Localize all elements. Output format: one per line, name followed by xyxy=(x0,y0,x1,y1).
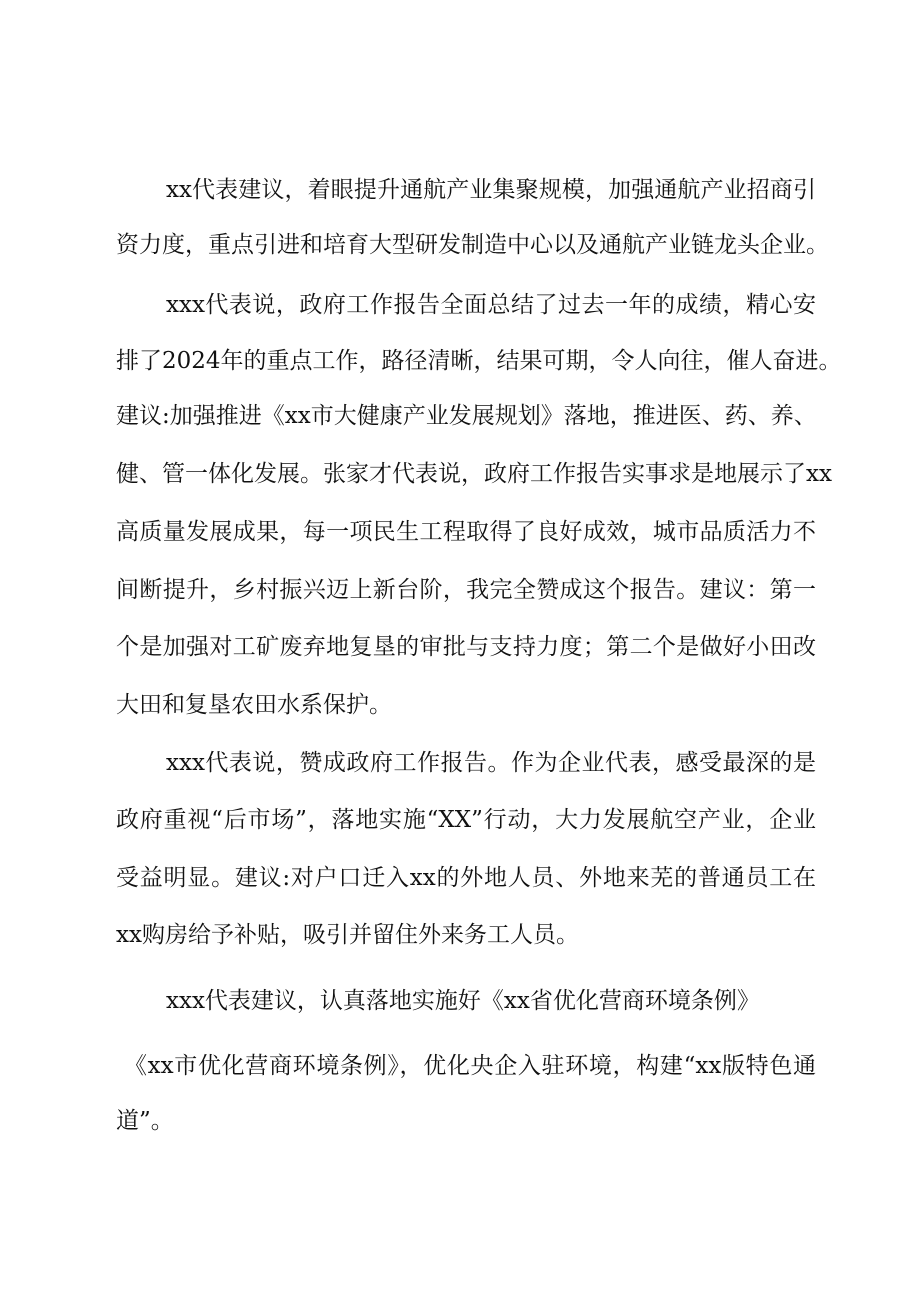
paragraph-2-line-5: 高质量发展成果，每一项民生工程取得了良好成效，城市品质活力不 xyxy=(116,519,816,545)
paragraph-2-line-7: 个是加强对工矿废弃地复垦的审批与支持力度；第二个是做好小田改 xyxy=(116,634,816,660)
paragraph-2-line-3: 建议:加强推进《xx市大健康产业发展规划》落地，推进医、药、养、 xyxy=(116,403,817,429)
paragraph-1-line-1: xx代表建议，着眼提升通航产业集聚规模，加强通航产业招商引 xyxy=(166,177,816,203)
paragraph-2-line-2: 排了2024年的重点工作，路径清晰，结果可期，令人向往，催人奋进。 xyxy=(116,348,842,374)
paragraph-4-line-1: xxx代表建议，认真落地实施好《xx省优化营商环境条例》 xyxy=(166,988,760,1014)
paragraph-4-line-2: 《xx市优化营商环境条例》，优化央企入驻环境，构建“xx版特色通 xyxy=(124,1053,816,1079)
paragraph-4-line-3: 道”。 xyxy=(116,1108,174,1134)
paragraph-3-line-2: 政府重视“后市场”，落地实施“XX”行动，大力发展航空产业，企业 xyxy=(116,807,816,833)
paragraph-2-line-8: 大田和复垦农田水系保护。 xyxy=(116,692,392,718)
paragraph-1-line-2: 资力度，重点引进和培育大型研发制造中心以及通航产业链龙头企业。 xyxy=(116,232,829,258)
paragraph-2-line-4: 健、管一体化发展。张家才代表说，政府工作报告实事求是地展示了xx xyxy=(116,461,832,487)
paragraph-3-line-3: 受益明显。建议:对户口迁入xx的外地人员、外地来芜的普通员工在 xyxy=(116,865,816,891)
paragraph-2-line-6: 间断提升，乡村振兴迈上新台阶，我完全赞成这个报告。建议：第一 xyxy=(116,577,816,603)
paragraph-2-line-1: xxx代表说，政府工作报告全面总结了过去一年的成绩，精心安 xyxy=(166,292,816,318)
paragraph-3-line-1: xxx代表说，赞成政府工作报告。作为企业代表，感受最深的是 xyxy=(166,750,816,776)
paragraph-3-line-4: xx购房给予补贴，吸引并留住外来务工人员。 xyxy=(116,922,579,948)
